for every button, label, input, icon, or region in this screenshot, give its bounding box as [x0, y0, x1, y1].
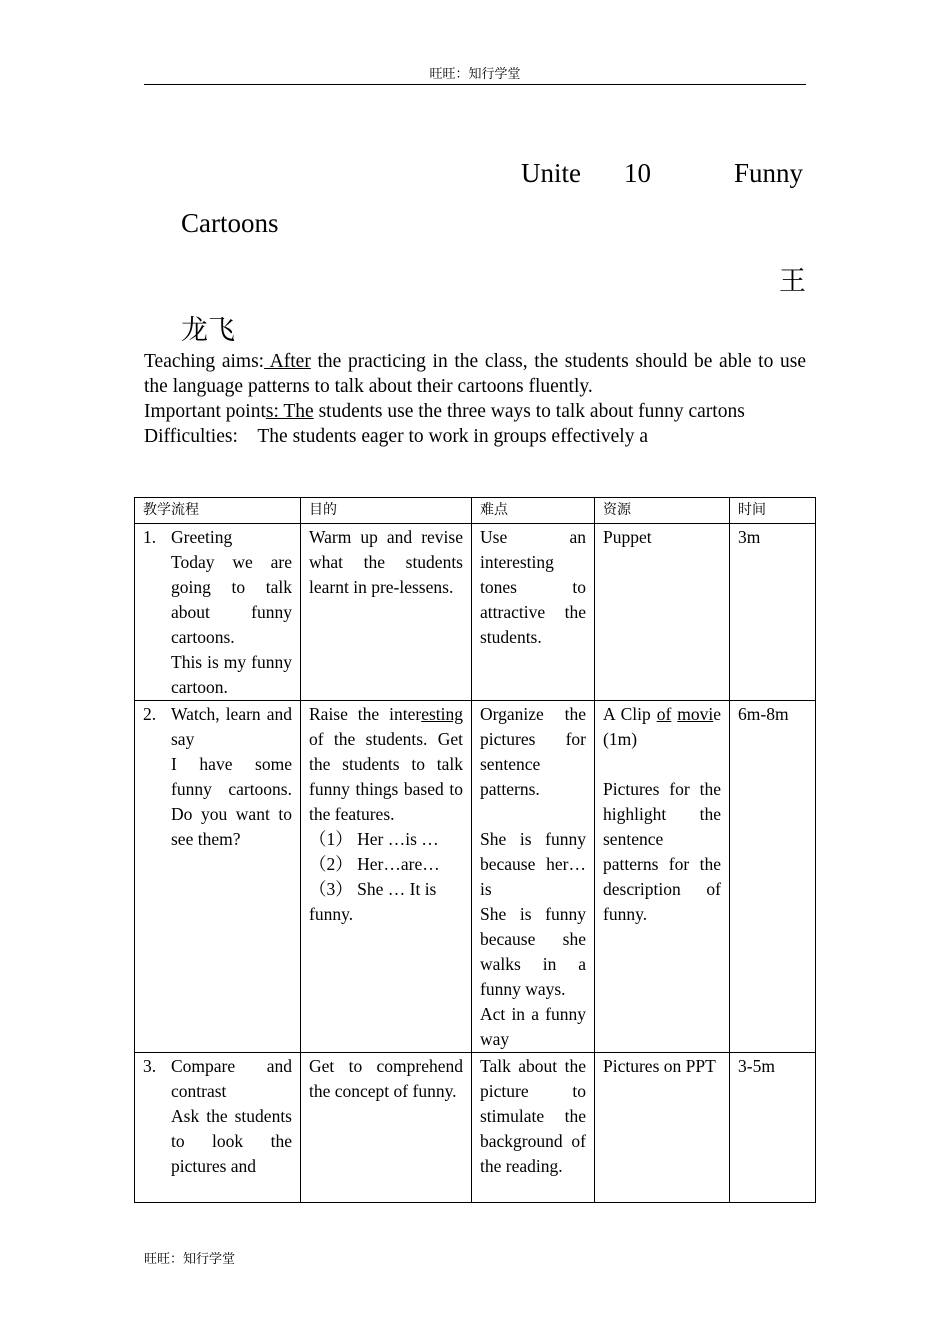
- header-procedure: 教学流程: [135, 498, 301, 524]
- title-word-funny: Funny: [734, 158, 804, 188]
- resource-line: Pictures for the highlight the sentence patterns for the description of funny.: [603, 779, 721, 924]
- teaching-aims-label: Teaching aims:: [144, 351, 265, 372]
- step-number: 2.: [143, 704, 157, 724]
- important-points: [144, 399, 806, 424]
- resource-cell: Puppet: [595, 524, 730, 701]
- header-purpose: 目的: [301, 498, 472, 524]
- step-number: 3.: [143, 1056, 157, 1076]
- resource-cell: Pictures on PPT: [595, 1053, 730, 1203]
- step-title: Compare and contrast: [171, 1056, 292, 1101]
- difficulty-cell: Talk about the picture to stimulate the background of the reading.: [472, 1053, 595, 1203]
- table-row: [135, 701, 816, 1053]
- difficulty-line: Act in a funny way: [480, 1004, 586, 1049]
- difficulty-line: She is funny because she walks in a funny ways.: [480, 904, 586, 999]
- spacer: [603, 752, 721, 777]
- purpose-text-a: Raise the inter: [309, 704, 422, 724]
- table-row: [135, 1053, 816, 1203]
- author-name-part2: 龙飞: [181, 315, 235, 345]
- difficulties-text: The students eager to work in groups effectively a: [257, 426, 648, 447]
- step-title: Greeting: [171, 527, 233, 547]
- resource-text-underlined-1: of: [656, 704, 672, 724]
- difficulty-line: Organize the pictures for sentence patterns.: [480, 704, 586, 799]
- important-points-text: students use the three ways to talk about funny cartons: [313, 401, 745, 422]
- purpose-cell: [301, 701, 472, 1053]
- table-row: [135, 524, 816, 701]
- difficulty-cell: [472, 701, 595, 1053]
- lesson-plan-table: [134, 497, 816, 1203]
- teaching-aims-text: the practicing in the class, the students should be able to use the language patterns to talk about their cartoons fluently.: [144, 351, 806, 397]
- author-name-part1: 王: [779, 266, 806, 296]
- resource-text-underlined-2: movi: [677, 704, 714, 724]
- time-cell: 3-5m: [730, 1053, 816, 1203]
- title-word-number: 10: [624, 158, 651, 188]
- step-cell: [135, 1053, 301, 1203]
- resource-text-b: e (1m): [603, 704, 722, 749]
- important-points-underlined: s: The: [265, 401, 314, 422]
- pattern-item: （2） Her…are…: [309, 854, 440, 874]
- teaching-aims-underlined: After: [264, 351, 311, 372]
- time-cell: 6m-8m: [730, 701, 816, 1053]
- purpose-text-underlined: esting: [421, 704, 463, 724]
- pattern-item: （3） She … It is funny.: [309, 879, 437, 924]
- difficulty-cell: Use an interesting tones to attractive the students.: [472, 524, 595, 701]
- step-title: Watch, learn and say: [171, 704, 292, 749]
- table-header-row: [135, 498, 816, 524]
- title-word-cartoons: Cartoons: [181, 208, 279, 238]
- step-line: I have some funny cartoons. Do you want to see them?: [171, 754, 292, 849]
- purpose-text-b: of the students. Get the students to talk funny things based to the features.: [309, 729, 463, 824]
- important-points-label: Important point: [144, 401, 266, 422]
- header-resource: 资源: [595, 498, 730, 524]
- resource-text-a: A Clip: [603, 704, 657, 724]
- header-difficulty: 难点: [472, 498, 595, 524]
- step-cell: [135, 524, 301, 701]
- step-line: This is my funny cartoon.: [171, 652, 292, 697]
- purpose-text: [309, 702, 463, 827]
- resource-cell: [595, 701, 730, 1053]
- step-number: 1.: [143, 527, 157, 547]
- time-cell: 3m: [730, 524, 816, 701]
- spacer: [480, 802, 586, 827]
- lesson-intro: [144, 349, 806, 449]
- step-line: Today we are going to talk about funny cartoons.: [171, 552, 292, 647]
- purpose-cell: Warm up and revise what the students learnt in pre-lessens.: [301, 524, 472, 701]
- step-cell: [135, 701, 301, 1053]
- pattern-item: （1） Her …is …: [309, 829, 439, 849]
- purpose-cell: Get to comprehend the concept of funny.: [301, 1053, 472, 1203]
- title-word-unite: Unite: [521, 158, 581, 188]
- step-line: Ask the students to look the pictures and: [171, 1106, 292, 1176]
- page-footer: 旺旺：知行学堂: [144, 1251, 236, 1266]
- header-time: 时间: [730, 498, 816, 524]
- teaching-aims: [144, 349, 806, 399]
- difficulty-line: She is funny because her…is: [480, 829, 586, 899]
- page-header: 旺旺：知行学堂: [144, 64, 806, 85]
- resource-line: [603, 702, 721, 752]
- difficulties: [144, 424, 806, 449]
- difficulties-label: Difficulties:: [144, 426, 238, 447]
